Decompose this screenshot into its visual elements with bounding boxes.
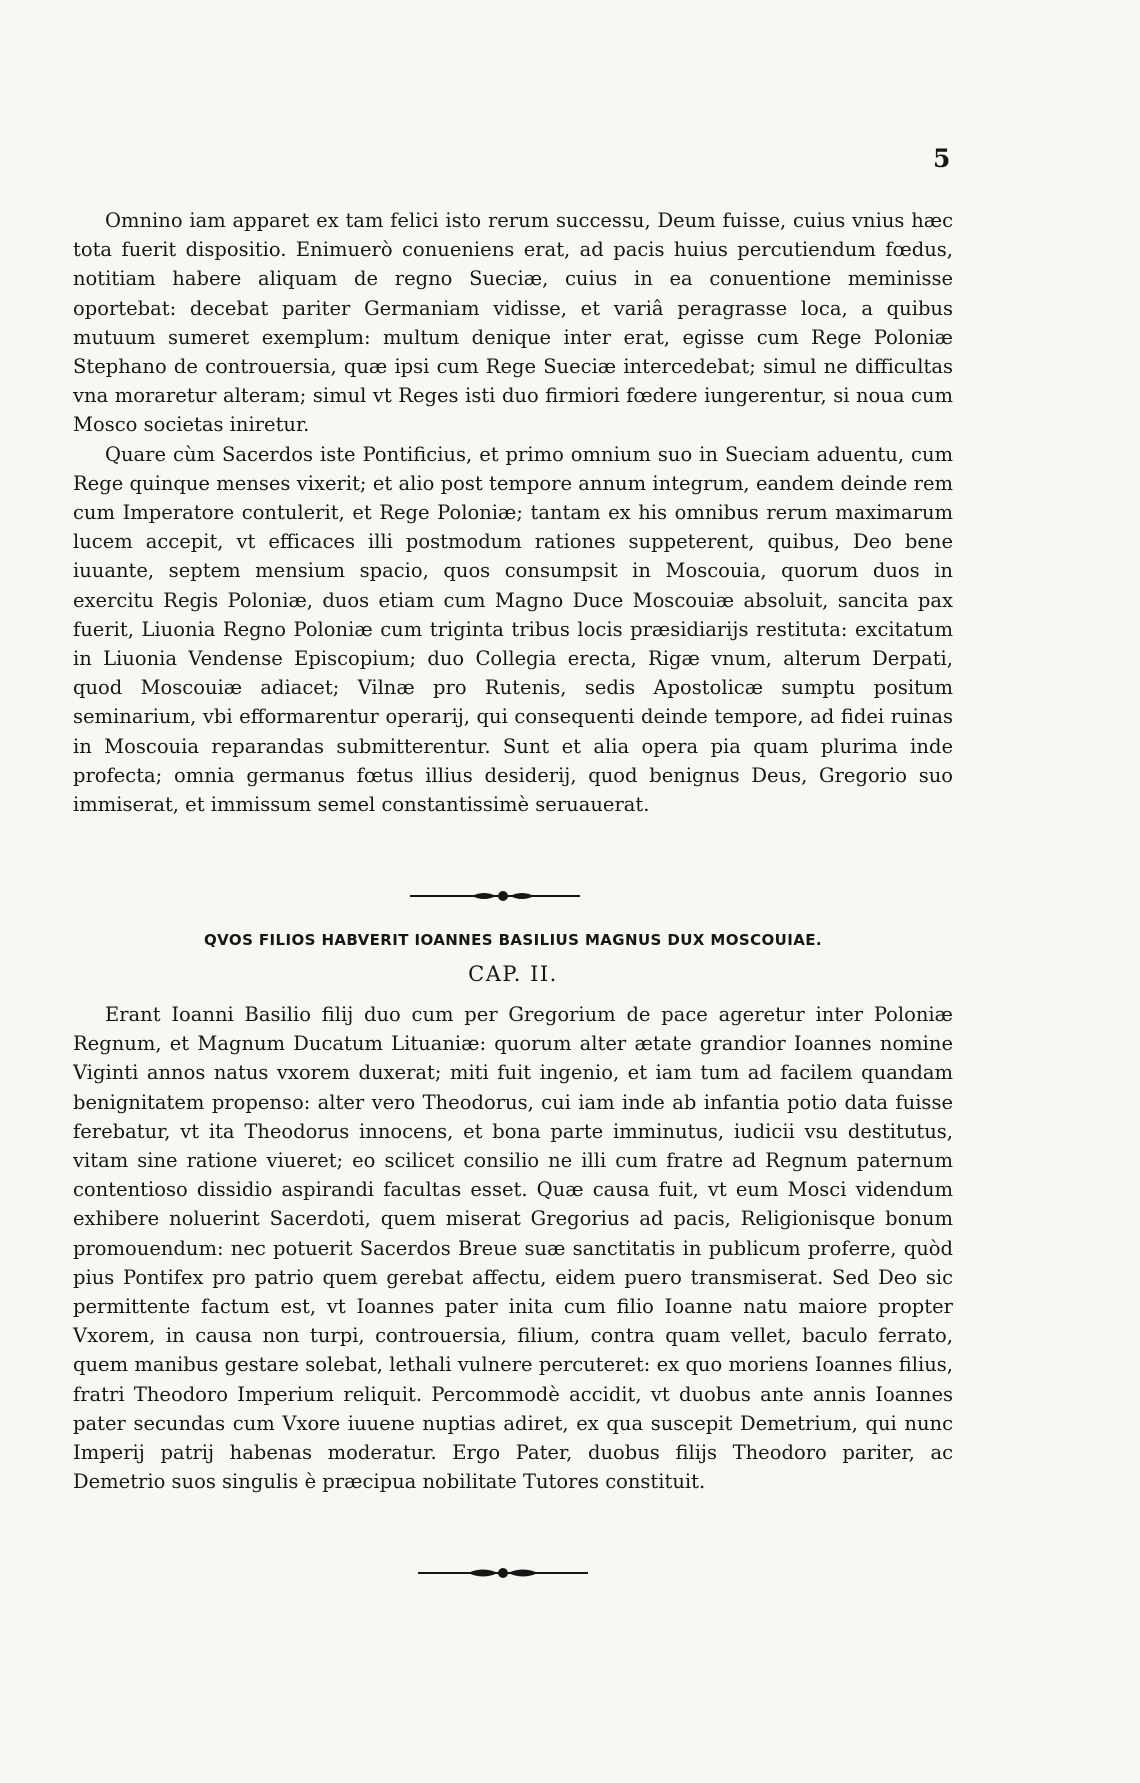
ornamental-divider [410, 889, 580, 903]
chapter-heading: QVOS FILIOS HABVERIT IOANNES BASILIUS MAGNUS DUX MOSCOUIAE. [204, 931, 822, 949]
paragraph: Omnino iam apparet ex tam felici isto rerum successu, Deum fuisse, cuius vnius hæc tota fuerit dispositio. Enimuerò conueniens erat, ad pacis huius percutiendum fœdus, notitiam habere aliquam de regno Sueciæ, cuius in ea conuentione meminisse oportebat: decebat pariter Germaniam vidisse, et variâ peragrasse loca, a quibus mutuum sumeret exemplum: multum denique inter erat, egisse cum Rege Poloniæ Stephano de controuersia, quæ ipsi cum Rege Sueciæ intercedebat; simul ne difficultas vna moraretur alteram; simul vt Reges isti duo firmiori fœdere iungerentur, si noua cum Mosco societas iniretur. [73, 209, 953, 437]
section-text-1 [73, 206, 953, 819]
paragraph: Quare cùm Sacerdos iste Pontificius, et primo omnium suo in Sueciam aduentu, cum Rege quinque menses vixerit; et alio post tempore annum integrum, eandem deinde rem cum Imperatore contulerit, et Rege Poloniæ; tantam ex his omnibus rerum maximarum lucem accepit, vt efficaces illi postmodum rationes suppeterent, quibus, Deo bene iuuante, septem mensium spacio, quos consumpsit in Moscouia, quorum duos in exercitu Regis Poloniæ, duos etiam cum Magno Duce Moscouiæ absoluit, sancita pax fuerit, Liuonia Regno Poloniæ cum triginta tribus locis præsidiarijs restituta: excitatum in Liuonia Vendense Episcopium; duo Collegia erecta, Rigæ vnum, alterum Derpati, quod Moscouiæ adiacet; Vilnæ pro Rutenis, sedis Apostolicæ sumptu positum seminarium, vbi efformarentur operarij, qui consequenti deinde tempore, ad fidei ruinas in Moscouia reparandas submitterentur. Sunt et alia opera pia quam plurima inde profecta; omnia germanus fœtus illius desiderij, quod benignus Deus, Gregorio suo immiserat, et immissum semel constantissimè seruauerat. [73, 442, 953, 817]
ornamental-divider [418, 1566, 588, 1580]
page-number: 5 [933, 144, 951, 173]
paragraph: Erant Ioanni Basilio filij duo cum per Gregorium de pace ageretur inter Poloniæ Regnum, et Magnum Ducatum Lituaniæ: quorum alter ætate grandior Ioannes nomine Viginti annos natus vxorem duxerat; miti fuit ingenio, et iam tum ad facilem quandam benignitatem propenso: alter vero Theodorus, cui iam inde ab infantia potio data fuisse ferebatur, vt ita Theodorus innocens, et bona parte imminutus, iudicii vsu destitutus, vitam sine ratione viueret; eo scilicet consilio ne illi cum fratre ad Regnum paternum contentioso dissidio aspirandi facultas esset. Quæ causa fuit, vt eum Mosci videndum exhibere noluerint Sacerdoti, quem miserat Gregorius ad pacis, Religionisque bonum promouendum: nec potuerit Sacerdos Breue suæ sanctitatis in publicum proferre, quòd pius Pontifex pro patrio quem gerebat affectu, eidem puero transmiserat. Sed Deo sic permittente factum est, vt Ioannes pater inita cum filio Ioanne natu maiore propter Vxorem, in causa non turpi, controuersia, filium, contra quam vellet, baculo ferrato, quem manibus gestare solebat, lethali vulnere percuteret: ex quo moriens Ioannes filius, fratri Theodoro Imperium reliquit. Percommodè accidit, vt duobus ante annis Ioannes pater secundas cum Vxore iuuene nuptias adiret, ex qua suscepit Demetrium, qui nunc Imperij patrij habenas moderatur. Ergo Pater, duobus filijs Theodoro pariter, ac Demetrio suos singulis è præcipua nobilitate Tutores constituit. [73, 1003, 953, 1494]
section-text-2 [73, 1000, 953, 1496]
chapter-number: CAP. II. [468, 962, 558, 986]
